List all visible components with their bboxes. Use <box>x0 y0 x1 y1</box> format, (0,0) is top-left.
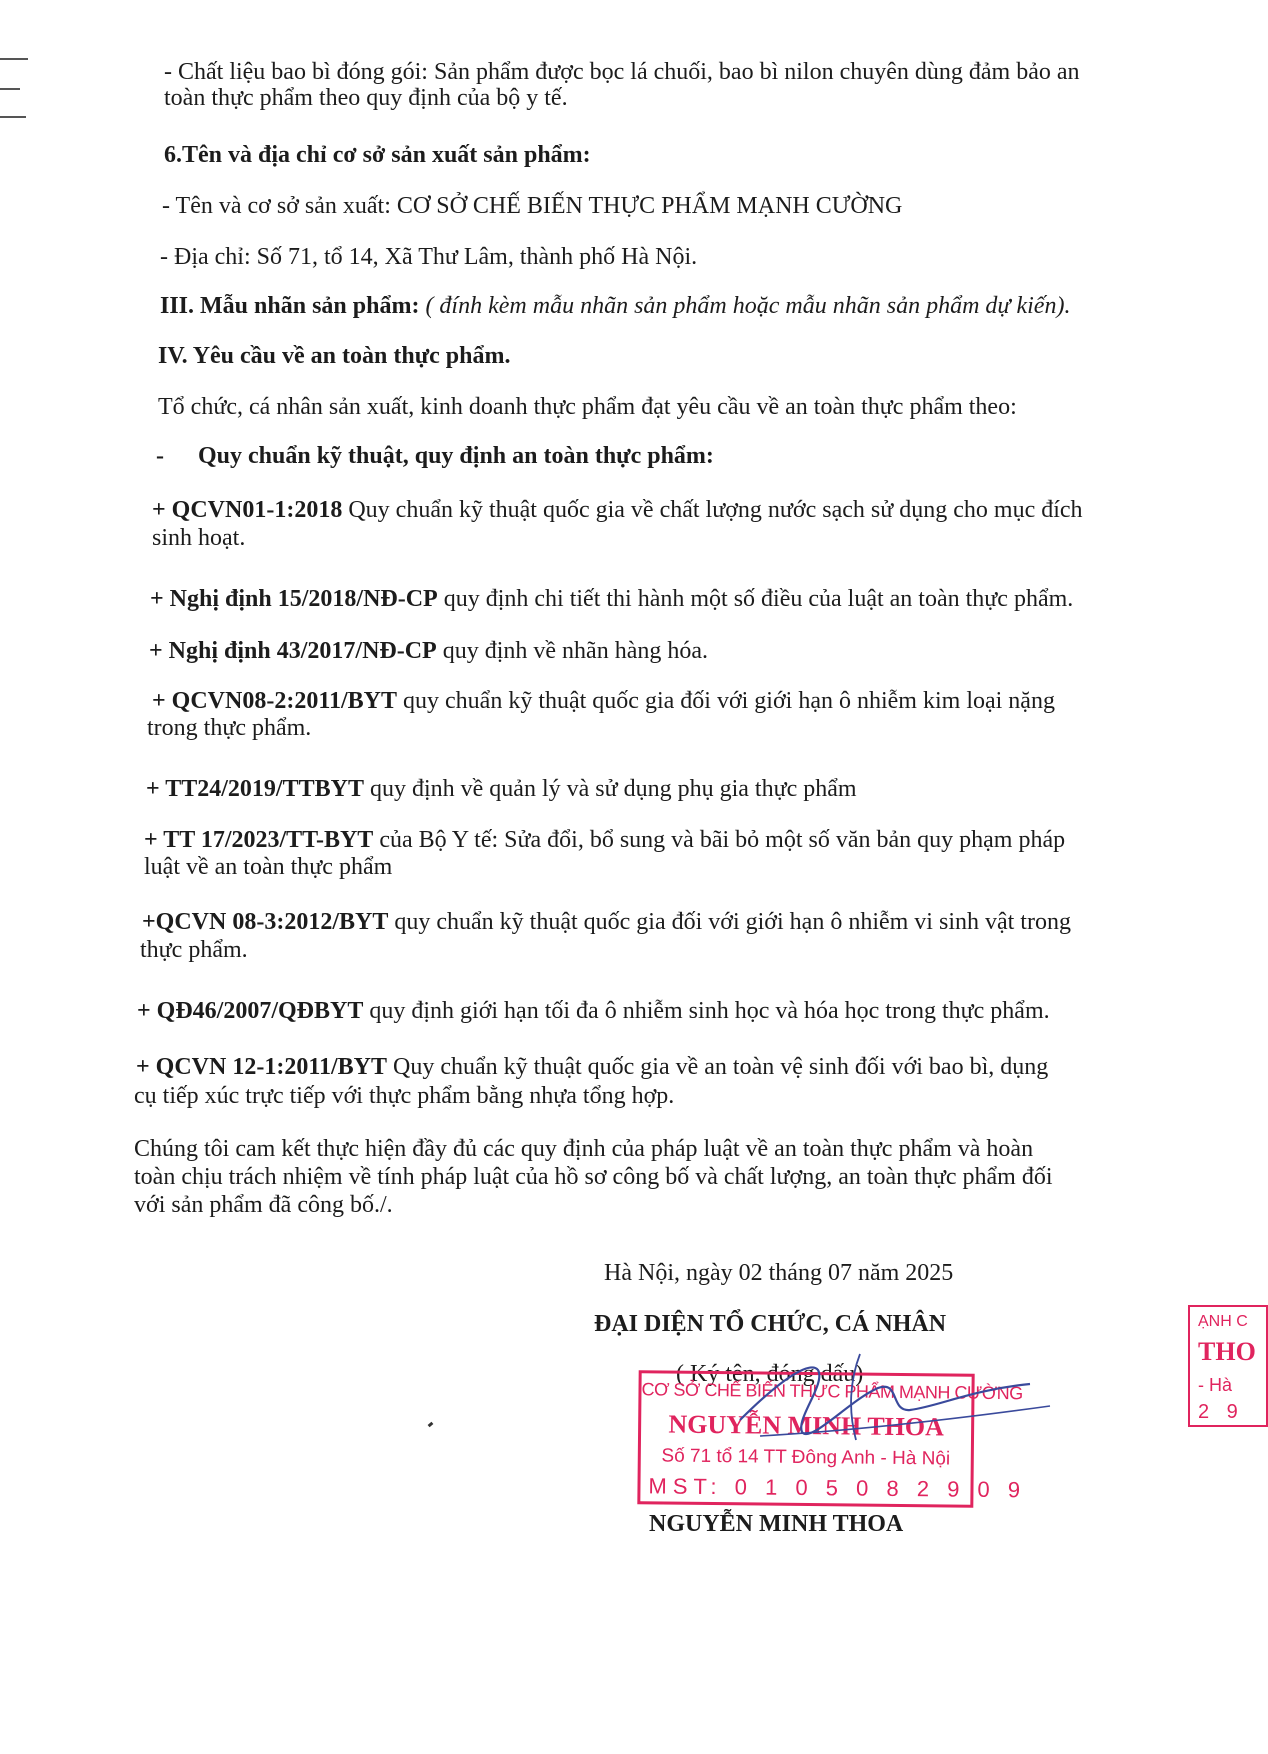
regulation-code: + QCVN08-2:2011/BYT <box>152 688 398 714</box>
regulation-item <box>142 908 1071 936</box>
partial-stamp-edge <box>1188 1305 1268 1427</box>
regulation-code: + TT 17/2023/TT-BYT <box>144 827 374 853</box>
scan-mark <box>0 58 28 60</box>
producer-name: - Tên và cơ sở sản xuất: CƠ SỞ CHẾ BIẾN THỰC PHẨM MẠNH CƯỜNG <box>162 193 903 219</box>
regulation-item <box>152 687 1055 715</box>
regulation-item <box>150 585 1073 613</box>
regulation-item <box>152 496 1083 524</box>
commitment-line-2: toàn chịu trách nhiệm về tính pháp luật của hồ sơ công bố và chất lượng, an toàn thực phẩm đối <box>134 1164 1053 1190</box>
regulation-code: + TT24/2019/TTBYT <box>146 776 364 802</box>
regulation-code: + QCVN01-1:2018 <box>152 497 343 523</box>
scan-mark <box>0 88 20 90</box>
regulation-item <box>137 997 1050 1025</box>
regulation-text: quy định về quản lý và sử dụng phụ gia thực phẩm <box>363 776 857 802</box>
stamp-tax-code: MST: 0 1 0 5 0 8 2 9 0 9 <box>648 1473 1027 1503</box>
section-3-note: ( đính kèm mẫu nhãn sản phẩm hoặc mẫu nhãn sản phẩm dự kiến). <box>425 293 1071 319</box>
regulation-code: + Nghị định 43/2017/NĐ-CP <box>149 638 437 664</box>
stamp-address: Số 71 tổ 14 TT Đông Anh - Hà Nội <box>661 1445 951 1470</box>
regulation-item <box>136 1053 1048 1081</box>
edge-stamp-line-1: ẠNH C <box>1198 1313 1248 1330</box>
regulation-continuation: thực phẩm. <box>140 937 248 963</box>
scan-speck <box>428 1422 434 1428</box>
regulation-code: + Nghị định 15/2018/NĐ-CP <box>150 586 438 612</box>
regulation-item <box>146 775 857 803</box>
section-4-heading: IV. Yêu cầu về an toàn thực phẩm. <box>158 343 511 369</box>
subsection-dash: - <box>156 443 164 469</box>
regulation-code: +QCVN 08-3:2012/BYT <box>142 909 389 935</box>
regulation-text: Quy chuẩn kỹ thuật quốc gia về chất lượng nước sạch sử dụng cho mục đích <box>342 497 1083 523</box>
commitment-line-3: với sản phẩm đã công bố./. <box>134 1192 393 1218</box>
regulation-text: quy định về nhãn hàng hóa. <box>436 638 708 664</box>
regulation-text: quy chuẩn kỹ thuật quốc gia đối với giới hạn ô nhiễm vi sinh vật trong <box>388 909 1071 935</box>
regulation-continuation: trong thực phẩm. <box>147 715 312 741</box>
regulation-text: của Bộ Y tế: Sửa đổi, bổ sung và bãi bỏ một số văn bản quy phạm pháp <box>373 827 1066 853</box>
stamp-company-name: CƠ SỞ CHẾ BIẾN THỰC PHẨM MẠNH CƯỜNG <box>641 1379 1023 1404</box>
regulation-continuation: luật về an toàn thực phẩm <box>144 854 393 880</box>
commitment-line-1: Chúng tôi cam kết thực hiện đầy đủ các quy định của pháp luật về an toàn thực phẩm và hoàn <box>134 1136 1034 1162</box>
packaging-line-2: toàn thực phẩm theo quy định của bộ y tế. <box>164 85 568 111</box>
representative-title: ĐẠI DIỆN TỔ CHỨC, CÁ NHÂN <box>594 1311 947 1337</box>
regulation-item <box>149 637 708 665</box>
regulation-text: Quy chuẩn kỹ thuật quốc gia về an toàn vệ sinh đối với bao bì, dụng <box>387 1054 1049 1080</box>
section-3-heading: III. Mẫu nhãn sản phẩm: <box>160 293 420 319</box>
handwritten-signature <box>700 1340 1060 1460</box>
regulation-text: quy định chi tiết thi hành một số điều của luật an toàn thực phẩm. <box>437 586 1074 612</box>
regulation-code: + QCVN 12-1:2011/BYT <box>136 1054 388 1080</box>
regulation-continuation: sinh hoạt. <box>152 525 246 551</box>
regulation-text: quy chuẩn kỹ thuật quốc gia đối với giới hạn ô nhiễm kim loại nặng <box>397 688 1055 714</box>
section-6-heading: 6.Tên và địa chỉ cơ sở sản xuất sản phẩm: <box>164 142 591 168</box>
edge-stamp-line-4: 2 9 <box>1198 1401 1244 1423</box>
regulation-continuation: cụ tiếp xúc trực tiếp với thực phẩm bằng nhựa tổng hợp. <box>134 1083 675 1109</box>
signing-date: Hà Nội, ngày 02 tháng 07 năm 2025 <box>604 1260 954 1286</box>
signer-name: NGUYỄN MINH THOA <box>649 1511 904 1537</box>
producer-address: - Địa chỉ: Số 71, tổ 14, Xã Thư Lâm, thành phố Hà Nội. <box>160 244 698 270</box>
section-4-intro: Tổ chức, cá nhân sản xuất, kinh doanh thực phẩm đạt yêu cầu về an toàn thực phẩm theo: <box>158 394 1017 420</box>
packaging-line-1: - Chất liệu bao bì đóng gói: Sản phẩm được bọc lá chuối, bao bì nilon chuyên dùng đảm bảo an <box>164 59 1080 85</box>
edge-stamp-line-2: THO <box>1198 1337 1256 1366</box>
regulation-code: + QĐ46/2007/QĐBYT <box>137 998 364 1024</box>
edge-stamp-line-3: - Hà <box>1198 1375 1233 1395</box>
signature-instruction: ( Ký tên, đóng dấu) <box>676 1361 864 1387</box>
regulation-text: quy định giới hạn tối đa ô nhiễm sinh học và hóa học trong thực phẩm. <box>363 998 1050 1024</box>
stamp-owner-name: NGUYỄN MINH THOA <box>668 1409 945 1442</box>
subsection <box>156 442 714 470</box>
section-3 <box>160 292 1070 320</box>
scan-mark <box>0 116 26 118</box>
subsection-heading: Quy chuẩn kỹ thuật, quy định an toàn thực phẩm: <box>198 443 714 469</box>
regulation-item <box>144 826 1065 854</box>
